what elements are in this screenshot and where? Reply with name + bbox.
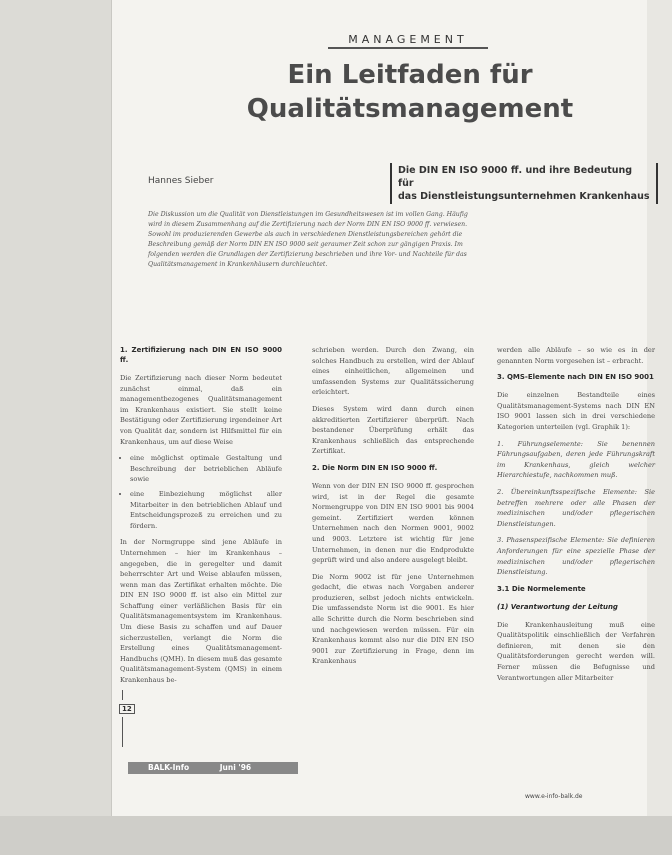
lead-paragraph: Die Diskussion um die Qualität von Dienstleistungen im Gesundheitswesen ist im vollen Gang. Häufig wird in diesem Zusammenhang auf die Zertifizierung nach der Norm DIN EN ISO 9000 ff. verwiesen. Sowohl im produzierenden Gewerbe als auch in verschiedenen Dienstleistungsbereichen gehört die Beschreibung gemäß der Norm DIN EN ISO 9000 seit geraumer Zeit schon zur gängigen Praxis. Im folgenden werden die Grundlagen der Zertifizierung beschrieben und ihre Vor- und Nachteile für das Qualitätsmanagement in Krankenhäusern durchleuchtet.: [148, 211, 468, 268]
subtitle-line-1: Die DIN EN ISO 9000 ff. und ihre Bedeutung für: [398, 165, 633, 189]
scanner-left-margin: [0, 0, 112, 816]
subtitle-line-2: das Dienstleistungsunternehmen Krankenhaus: [398, 191, 650, 202]
heading-qms-elemente: 3. QMS-Elemente nach DIN EN ISO 9001: [497, 373, 654, 382]
title-line-2: Qualitätsmanagement: [246, 94, 574, 124]
paragraph: 2. Übereinkunftsspezifische Elemente: Sie betreffen mehrere oder alle Phasen der medizinischen und/oder pflegerischen Dienstleistungen.: [497, 487, 655, 528]
paragraph: Die Zertifizierung nach dieser Norm bedeutet zunächst einmal, daß ein managementbezogenes Qualitätsmanagement im Krankenhaus existiert. Sie stellt keine Bestätigung oder Zertifizierung irgendeiner Art von Qualität dar, sondern ist Hilfsmittel für ein Krankenhaus, um auf diese Weise: [120, 374, 282, 446]
paragraph: Die Norm 9002 ist für jene Unternehmen gedacht, die etwas nach Vorgaben anderer produzieren, selbst jedoch nichts entwickeln. Die umfassendste Norm ist die 9001. Es hier alle Schritte durch die Norm beschrieben sind und nachgewiesen werden müssen. Für ein Krankenhaus kommt also nur die DIN EN ISO 9001 zur Zertifizierung in Frage, denn im Krankenhaus: [312, 572, 474, 666]
column-3: [497, 345, 655, 689]
paragraph: Dieses System wird dann durch einen akkreditierten Zertifizierer überprüft. Nach bestandener Überprüfung erhält das Krankenhaus schließlich das entsprechende Zertifikat.: [312, 404, 474, 456]
margin-rule: [122, 717, 123, 747]
title-line-1: Ein Leitfaden für: [287, 60, 533, 90]
paragraph: Die einzelnen Bestandteile eines Qualitätsmanagement-Systems nach DIN EN ISO 9001 lassen sich in drei verschiedene Kategorien unterteilen (vgl. Graphik 1):: [497, 391, 655, 431]
column-2: [312, 345, 474, 673]
paragraph: In der Normgruppe sind jene Abläufe in Unternehmen – hier im Krankenhaus – angegeben, die in geregelter und damit beherrschter Art und Weise ablaufen müssen, wenn man das Zertifikat erhalten möchte. Die DIN EN ISO 9000 ff. ist also ein Mittel zur Schaffung einer verläßlichen Basis für ein Qualitätsmanagementsystem im Krankenhaus. Um diese Basis zu schaffen und auf Dauer sicherzustellen, verlangt die Norm die Erstellung eines Qualitätsmanagement-Handbuchs (QMH). In diesem muß das gesamte Qualitätsmanagement-System (QMS) in einem Krankenhaus be-: [120, 538, 282, 685]
paragraph: 1. Führungselemente: Sie benennen Führungsaufgaben, deren jede Führungskraft im Krankenhaus, gleich welcher Hierarchiestufe, nachkommen muß.: [497, 439, 655, 480]
article-subtitle: [390, 163, 658, 204]
heading-norm: 2. Die Norm DIN EN ISO 9000 ff.: [312, 463, 438, 472]
paragraph: werden alle Abläufe – so wie es in der genannten Norm vorgesehen ist – erbracht.: [497, 346, 655, 365]
paragraph: 3. Phasenspezifische Elemente: Sie definieren Anforderungen für eine spezielle Phase der medizinischen und/oder pflegerischen Dienstleistung.: [497, 536, 655, 577]
list-item: • eine Einbeziehung möglichst aller Mitarbeiter in den betrieblichen Ablauf und Entscheidungsprozeß zu erreichen und zu fördern.: [130, 489, 282, 531]
scanner-bottom-margin: [0, 816, 672, 855]
footer-magazine: BALK-Info: [148, 763, 190, 772]
paragraph: Wenn von der DIN EN ISO 9000 ff. gesprochen wird, ist in der Regel die gesamte Normengruppe von DIN EN ISO 9001 bis 9004 gemeint. Zertifiziert werden können Unternehmen nach den Normen 9001, 9002 und 9003. Letztere ist wichtig für jene Unternehmen, in denen nur die Endprodukte geprüft wird und also andere ausgelegt bleibt.: [312, 481, 474, 565]
section-label: MANAGEMENT: [328, 33, 488, 49]
margin-rule: [122, 690, 123, 700]
bullet-list: [120, 453, 282, 531]
footer-bar: [128, 762, 298, 774]
column-1: [120, 345, 282, 692]
page-number: 12: [119, 704, 135, 714]
list-item: • eine möglichst optimale Gestaltung und Beschreibung der betrieblichen Abläufe sowie: [130, 453, 282, 485]
paragraph: Die Krankenhausleitung muß eine Qualitätspolitik einschließlich der Verfahren definieren, mit denen sie den Qualitätsforderungen gerecht werden will. Ferner müssen die Befugnisse und Verantwortungen aller Mitarbeiter: [497, 620, 655, 682]
heading-verantwortung: (1) Verantwortung der Leitung: [497, 602, 618, 611]
heading-normelemente: 3.1 Die Normelemente: [497, 584, 586, 593]
author-name: Hannes Sieber: [148, 176, 214, 186]
footer-url: www.e-info-balk.de: [525, 793, 583, 800]
heading-zertifizierung: 1. Zertifizierung nach DIN EN ISO 9000 ff.: [120, 346, 282, 364]
footer-date: Juni '96: [219, 763, 252, 772]
paragraph: schrieben werden. Durch den Zwang, ein solches Handbuch zu erstellen, wird der Ablauf eines einheitlichen, allgemeinen und umfassenden Systems zur Qualitätssicherung erleichtert.: [312, 346, 474, 397]
article-title: [230, 58, 590, 126]
